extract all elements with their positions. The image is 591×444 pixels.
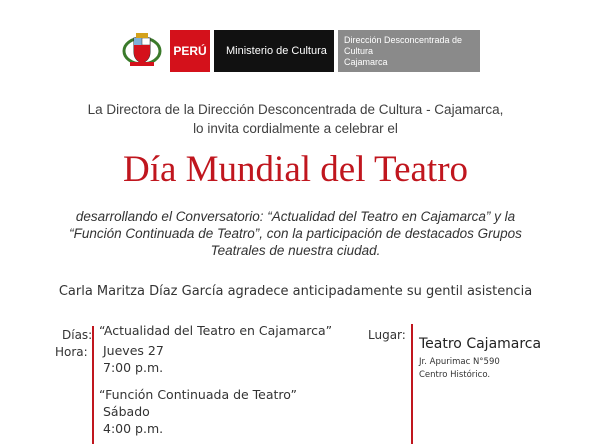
event-title: Día Mundial del Teatro	[122, 149, 469, 190]
direction-line-2: Cajamarca	[344, 56, 388, 67]
intro-line-2: lo invita cordialmente a celebrar el	[193, 121, 398, 136]
direction-line-1: Dirección Desconcentrada de Cultura	[344, 34, 463, 56]
invitation-intro	[0, 100, 591, 138]
thanks-note: Carla Maritza Díaz García agradece anticipadamente su gentil asistencia	[58, 284, 533, 299]
event-subtitle	[40, 208, 551, 259]
institution-header	[122, 30, 480, 72]
event1-time: 7:00 p.m.	[103, 360, 164, 375]
direction-label	[338, 30, 480, 72]
coat-of-arms-icon	[122, 30, 162, 70]
country-label: PERÚ	[170, 30, 210, 72]
ministry-label: Ministerio de Cultura	[214, 30, 334, 72]
time-label: Hora:	[55, 345, 88, 359]
days-label: Días:	[62, 328, 93, 342]
left-red-divider	[92, 326, 94, 444]
event1-day: Jueves 27	[103, 343, 164, 358]
subtitle-line-2: “Función Continuada de Teatro”, con la participación de destacados Grupos	[69, 226, 522, 241]
venue-address-line-2: Centro Histórico.	[419, 370, 491, 380]
venue-name: Teatro Cajamarca	[419, 336, 542, 352]
event2-time: 4:00 p.m.	[103, 421, 164, 436]
subtitle-line-3: Teatrales de nuestra ciudad.	[210, 243, 381, 258]
event2-day: Sábado	[103, 404, 150, 419]
venue-address-line-1: Jr. Apurimac N°590	[419, 357, 500, 367]
venue-address	[419, 356, 500, 382]
place-label: Lugar:	[368, 328, 406, 342]
subtitle-line-1: desarrollando el Conversatorio: “Actualidad del Teatro en Cajamarca” y la	[75, 209, 516, 224]
event1-name: “Actualidad del Teatro en Cajamarca”	[99, 323, 333, 338]
intro-line-1: La Directora de la Dirección Desconcentrada de Cultura - Cajamarca,	[87, 102, 504, 117]
event2-name: “Función Continuada de Teatro”	[99, 387, 297, 402]
right-red-divider	[411, 324, 413, 444]
